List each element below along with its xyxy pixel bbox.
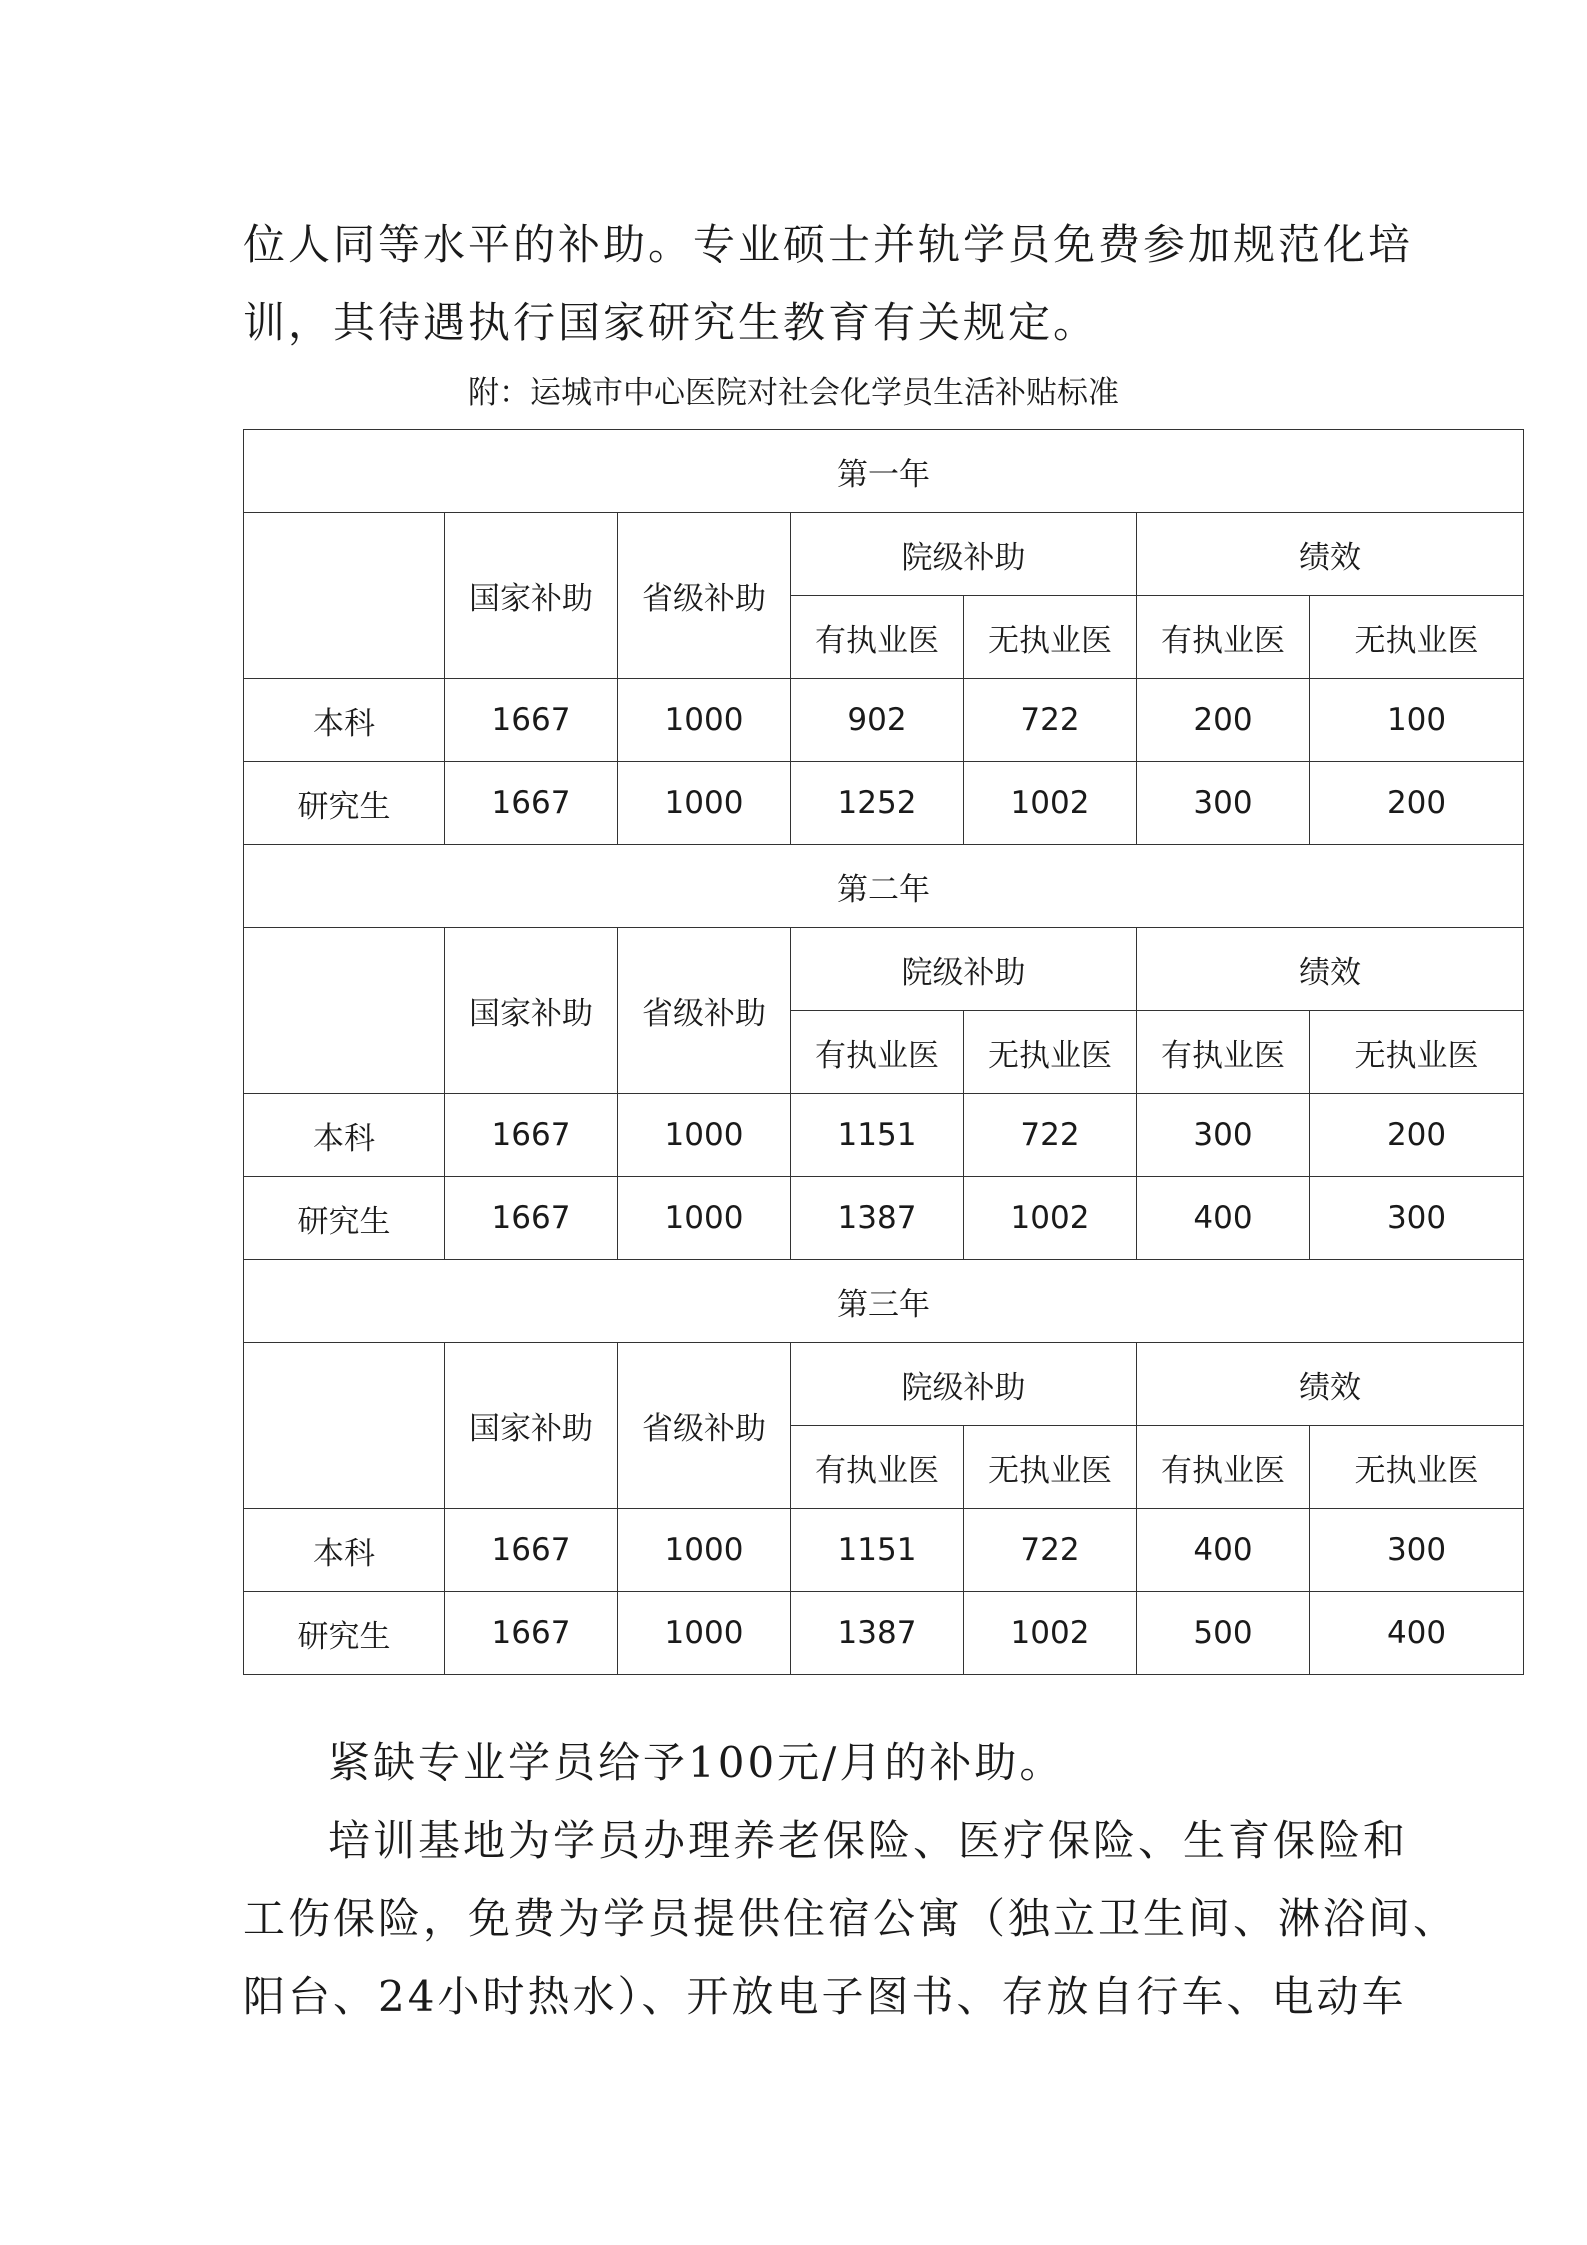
- header-hospital-subsidy: 院级补助: [791, 1343, 1137, 1426]
- subheader-performance-licensed: 有执业医: [1137, 596, 1310, 679]
- header-row: [244, 1343, 1524, 1426]
- value-cell: 1252: [791, 762, 964, 845]
- header-corner-cell: [244, 513, 445, 679]
- header-national-subsidy: 国家补助: [445, 1343, 618, 1509]
- value-cell: 1002: [964, 1177, 1137, 1260]
- value-cell: 400: [1310, 1592, 1524, 1675]
- header-corner-cell: [244, 928, 445, 1094]
- value-cell: 722: [964, 1094, 1137, 1177]
- subheader-hospital-unlicensed: 无执业医: [964, 1426, 1137, 1509]
- value-cell: 1000: [618, 762, 791, 845]
- header-performance: 绩效: [1137, 513, 1524, 596]
- value-cell: 722: [964, 1509, 1137, 1592]
- benefits-line-3: 阳台、24小时热水）、开放电子图书、存放自行车、电动车: [243, 1972, 1407, 2021]
- row-label: 本科: [244, 679, 445, 762]
- subheader-hospital-licensed: 有执业医: [791, 596, 964, 679]
- value-cell: 902: [791, 679, 964, 762]
- value-cell: 1387: [791, 1592, 964, 1675]
- intro-line-1: 位人同等水平的补助。专业硕士并轨学员免费参加规范化培: [243, 220, 1414, 269]
- header-performance: 绩效: [1137, 1343, 1524, 1426]
- year-title-row: [244, 845, 1524, 928]
- subheader-hospital-unlicensed: 无执业医: [964, 596, 1137, 679]
- value-cell: 500: [1137, 1592, 1310, 1675]
- value-cell: 1000: [618, 1177, 791, 1260]
- value-cell: 1000: [618, 679, 791, 762]
- row-label: 研究生: [244, 1177, 445, 1260]
- subheader-hospital-unlicensed: 无执业医: [964, 1011, 1137, 1094]
- year-title: 第二年: [244, 845, 1524, 928]
- year-title-row: [244, 430, 1524, 513]
- value-cell: 1000: [618, 1094, 791, 1177]
- header-provincial-subsidy: 省级补助: [618, 1343, 791, 1509]
- value-cell: 200: [1310, 1094, 1524, 1177]
- subsidy-table: [243, 429, 1524, 1675]
- value-cell: 1667: [445, 1592, 618, 1675]
- header-row: [244, 928, 1524, 1011]
- value-cell: 100: [1310, 679, 1524, 762]
- row-label: 研究生: [244, 762, 445, 845]
- value-cell: 1151: [791, 1509, 964, 1592]
- value-cell: 1667: [445, 1177, 618, 1260]
- row-label: 本科: [244, 1094, 445, 1177]
- benefits-line-2: 工伤保险，免费为学员提供住宿公寓（独立卫生间、淋浴间、: [243, 1894, 1459, 1943]
- value-cell: 300: [1310, 1177, 1524, 1260]
- subheader-performance-unlicensed: 无执业医: [1310, 1426, 1524, 1509]
- value-cell: 1151: [791, 1094, 964, 1177]
- value-cell: 1002: [964, 762, 1137, 845]
- value-cell: 1002: [964, 1592, 1137, 1675]
- value-cell: 1000: [618, 1509, 791, 1592]
- table-row: [244, 1177, 1524, 1260]
- value-cell: 300: [1310, 1509, 1524, 1592]
- value-cell: 1667: [445, 1509, 618, 1592]
- header-corner-cell: [244, 1343, 445, 1509]
- value-cell: 1667: [445, 1094, 618, 1177]
- header-national-subsidy: 国家补助: [445, 928, 618, 1094]
- scarce-subsidy-line: 紧缺专业学员给予100元/月的补助。: [328, 1738, 1065, 1787]
- value-cell: 1000: [618, 1592, 791, 1675]
- row-label: 研究生: [244, 1592, 445, 1675]
- value-cell: 400: [1137, 1509, 1310, 1592]
- subheader-performance-unlicensed: 无执业医: [1310, 596, 1524, 679]
- year-title: 第一年: [244, 430, 1524, 513]
- header-performance: 绩效: [1137, 928, 1524, 1011]
- value-cell: 722: [964, 679, 1137, 762]
- value-cell: 1387: [791, 1177, 964, 1260]
- value-cell: 200: [1137, 679, 1310, 762]
- subheader-performance-licensed: 有执业医: [1137, 1011, 1310, 1094]
- row-label: 本科: [244, 1509, 445, 1592]
- value-cell: 300: [1137, 1094, 1310, 1177]
- table-caption: 附：运城市中心医院对社会化学员生活补贴标准: [468, 375, 1119, 411]
- header-hospital-subsidy: 院级补助: [791, 513, 1137, 596]
- header-provincial-subsidy: 省级补助: [618, 513, 791, 679]
- table-row: [244, 679, 1524, 762]
- value-cell: 1667: [445, 762, 618, 845]
- value-cell: 300: [1137, 762, 1310, 845]
- table-row: [244, 1509, 1524, 1592]
- year-title-row: [244, 1260, 1524, 1343]
- header-row: [244, 513, 1524, 596]
- value-cell: 400: [1137, 1177, 1310, 1260]
- header-hospital-subsidy: 院级补助: [791, 928, 1137, 1011]
- benefits-line-1: 培训基地为学员办理养老保险、医疗保险、生育保险和: [328, 1816, 1409, 1865]
- value-cell: 200: [1310, 762, 1524, 845]
- subheader-hospital-licensed: 有执业医: [791, 1426, 964, 1509]
- value-cell: 1667: [445, 679, 618, 762]
- subheader-hospital-licensed: 有执业医: [791, 1011, 964, 1094]
- subheader-performance-unlicensed: 无执业医: [1310, 1011, 1524, 1094]
- table-row: [244, 1592, 1524, 1675]
- header-national-subsidy: 国家补助: [445, 513, 618, 679]
- subheader-performance-licensed: 有执业医: [1137, 1426, 1310, 1509]
- intro-line-2: 训，其待遇执行国家研究生教育有关规定。: [243, 298, 1099, 347]
- header-provincial-subsidy: 省级补助: [618, 928, 791, 1094]
- year-title: 第三年: [244, 1260, 1524, 1343]
- table-row: [244, 762, 1524, 845]
- table-row: [244, 1094, 1524, 1177]
